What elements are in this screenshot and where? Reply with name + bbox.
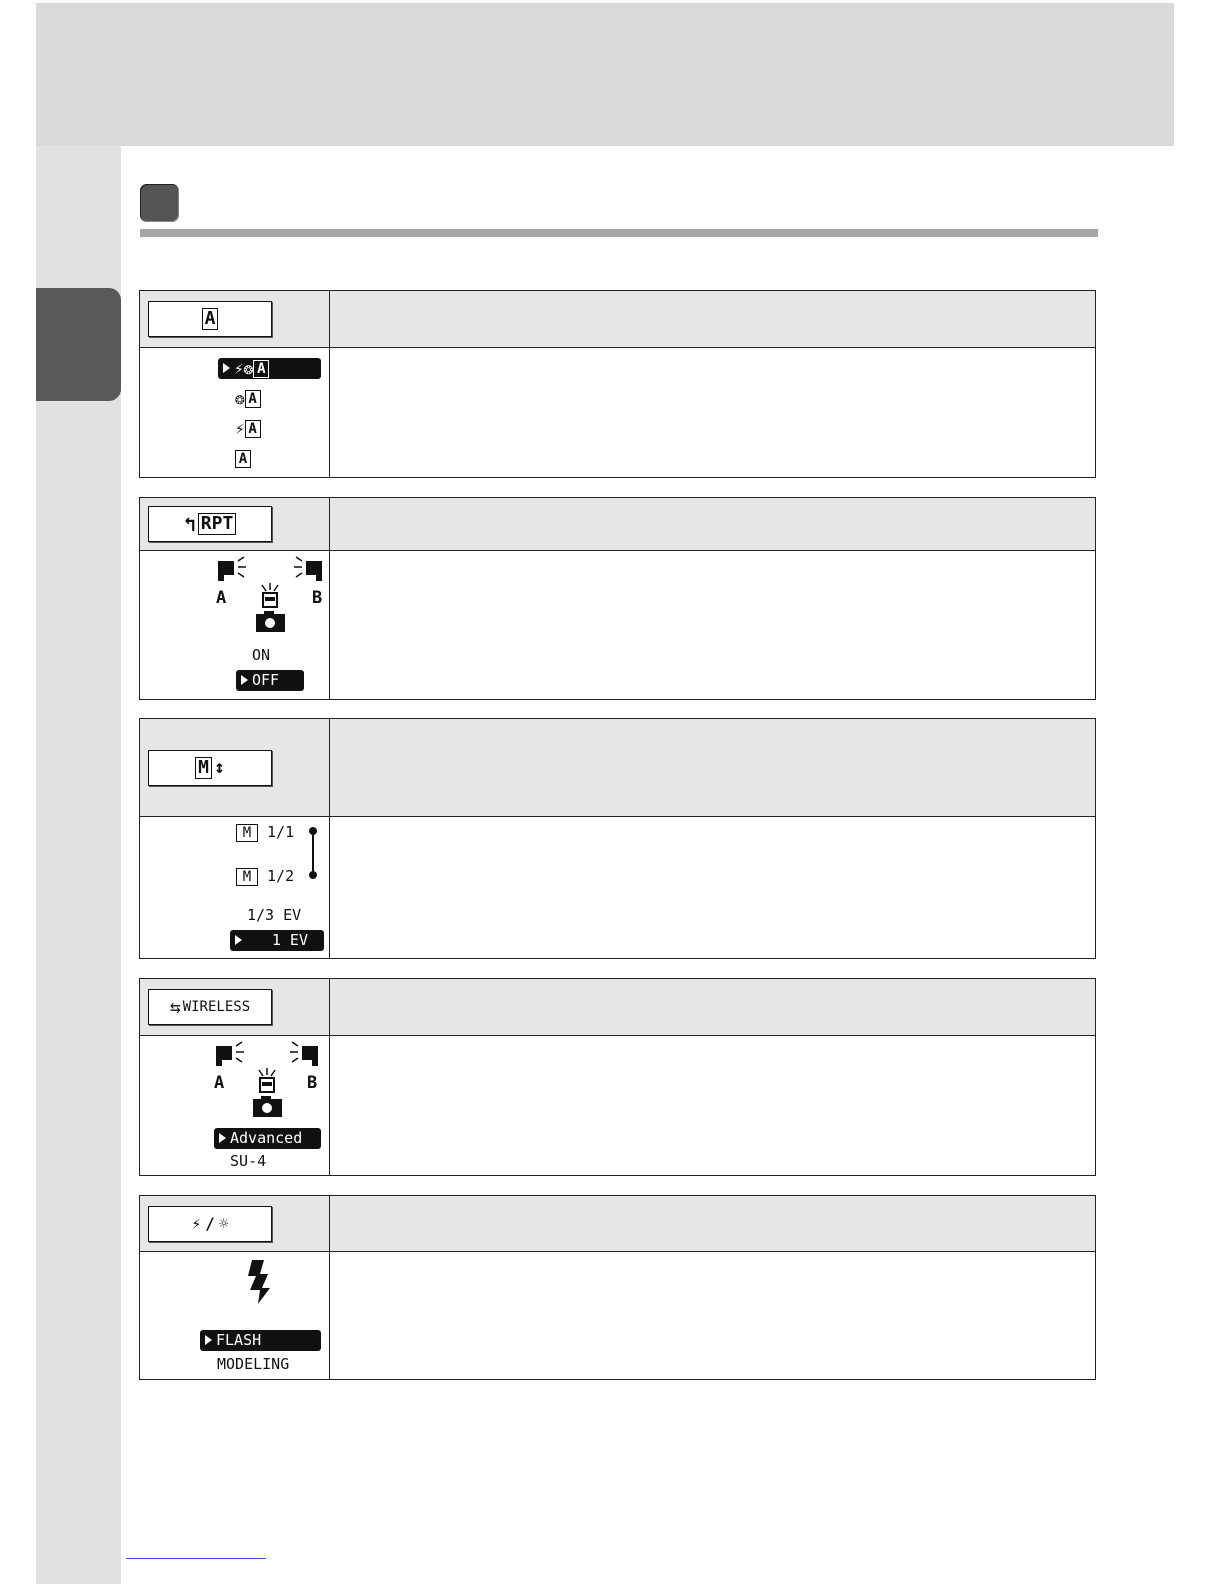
options-description — [330, 1252, 1095, 1379]
setting-description-header — [330, 1196, 1095, 1251]
setting-block-repeat — [139, 497, 1096, 700]
top-band — [36, 3, 1174, 146]
remote-a-label: A — [216, 588, 227, 608]
wireless-label: WIRELESS — [182, 999, 251, 1015]
setting-description-header — [330, 979, 1095, 1035]
setting-icon-cell — [140, 291, 330, 347]
aperture-icon: ❂ — [235, 388, 245, 408]
setting-block-auto — [139, 290, 1096, 478]
auto-setting-icon — [148, 301, 272, 337]
setting-icon-cell — [140, 719, 330, 816]
setting-block-flash-modeling — [139, 1195, 1096, 1380]
remote-flash-b-icon — [294, 557, 322, 581]
section-marker — [140, 184, 179, 222]
wireless-arrows-icon: ⇆ — [169, 996, 181, 1018]
options-description — [330, 817, 1095, 958]
setting-options-row — [140, 551, 1095, 699]
setting-options-row — [140, 1036, 1095, 1175]
options-description — [330, 551, 1095, 699]
return-arrow-icon: ↰ — [183, 512, 196, 536]
chapter-tab[interactable] — [36, 288, 121, 401]
step-range-icon: ↕ — [214, 757, 225, 778]
flash-icon: ⚡ — [234, 358, 244, 378]
options-description — [330, 348, 1095, 477]
footer-link[interactable] — [126, 1558, 266, 1559]
step-range-bracket-icon — [303, 825, 323, 885]
option-flash-auto[interactable] — [235, 418, 261, 439]
setting-options-row — [140, 817, 1095, 958]
section-rule — [140, 229, 1098, 237]
auto-letter: A — [245, 390, 261, 408]
flash-icon: ⚡ — [191, 1214, 202, 1233]
options-description — [330, 1036, 1095, 1175]
aperture-icon: ❂ — [243, 358, 254, 378]
remote-flash-diagram — [140, 1036, 330, 1121]
manual-step-setting-icon — [148, 750, 272, 786]
option-selected-flash[interactable]: FLASH — [200, 1330, 321, 1351]
setting-description-header — [330, 719, 1095, 816]
flash-icon: ⚡ — [235, 418, 245, 438]
scale-top-value: 1/1 — [267, 823, 295, 841]
remote-flash-b-icon — [290, 1042, 318, 1066]
setting-block-manual-step — [139, 718, 1096, 959]
auto-letter: A — [253, 360, 269, 378]
setting-block-wireless — [139, 978, 1096, 1176]
auto-label: A — [202, 308, 219, 330]
remote-b-label: B — [312, 588, 323, 608]
flash-bolt-icon — [242, 1258, 282, 1308]
remote-flash-a-icon — [218, 557, 246, 581]
option-modeling[interactable]: MODELING — [217, 1355, 290, 1373]
options-cell — [140, 1036, 330, 1175]
remote-flash-a-icon — [216, 1042, 244, 1066]
option-selected-one-ev[interactable]: 1 EV — [230, 930, 324, 951]
setting-description-header — [330, 498, 1095, 550]
rpt-label: RPT — [198, 513, 237, 535]
setting-options-row — [140, 348, 1095, 477]
setting-icon-cell — [140, 1196, 330, 1251]
manual-mode-label: M — [236, 868, 258, 886]
setting-icon-cell — [140, 979, 330, 1035]
manual-label: M — [195, 757, 212, 779]
wireless-setting-icon — [148, 989, 272, 1025]
options-cell — [140, 551, 330, 699]
remote-flash-diagram — [140, 551, 330, 651]
options-cell — [140, 1252, 330, 1379]
options-cell — [140, 817, 330, 958]
setting-options-row — [140, 1252, 1095, 1379]
flash-modeling-setting-icon — [148, 1206, 272, 1242]
setting-header-row — [140, 1196, 1095, 1252]
camera-with-flash-icon — [256, 583, 285, 632]
camera-with-flash-icon — [253, 1068, 282, 1117]
option-selected[interactable] — [218, 358, 321, 379]
setting-icon-cell — [140, 498, 330, 550]
option-auto[interactable] — [235, 448, 251, 468]
setting-header-row — [140, 498, 1095, 551]
scale-top — [236, 822, 294, 842]
option-selected-advanced[interactable]: Advanced — [214, 1128, 321, 1149]
modeling-light-icon: ☼ — [218, 1214, 229, 1233]
repeat-setting-icon — [148, 506, 272, 542]
option-on[interactable]: ON — [252, 646, 271, 664]
scale-bottom — [236, 866, 294, 886]
remote-b-label: B — [307, 1073, 318, 1093]
option-selected-off[interactable]: OFF — [236, 670, 304, 691]
setting-header-row — [140, 979, 1095, 1036]
setting-description-header — [330, 291, 1095, 347]
manual-mode-label: M — [236, 824, 258, 842]
option-aperture-auto[interactable] — [235, 388, 261, 409]
options-cell — [140, 348, 330, 477]
setting-header-row — [140, 719, 1095, 817]
separator-slash: / — [205, 1214, 215, 1233]
auto-letter: A — [235, 450, 251, 468]
scale-bottom-value: 1/2 — [267, 867, 295, 885]
auto-letter: A — [245, 420, 261, 438]
option-third-ev[interactable]: 1/3 EV — [247, 906, 302, 924]
setting-header-row — [140, 291, 1095, 348]
remote-a-label: A — [214, 1073, 225, 1093]
option-su-4[interactable]: SU-4 — [230, 1152, 267, 1170]
